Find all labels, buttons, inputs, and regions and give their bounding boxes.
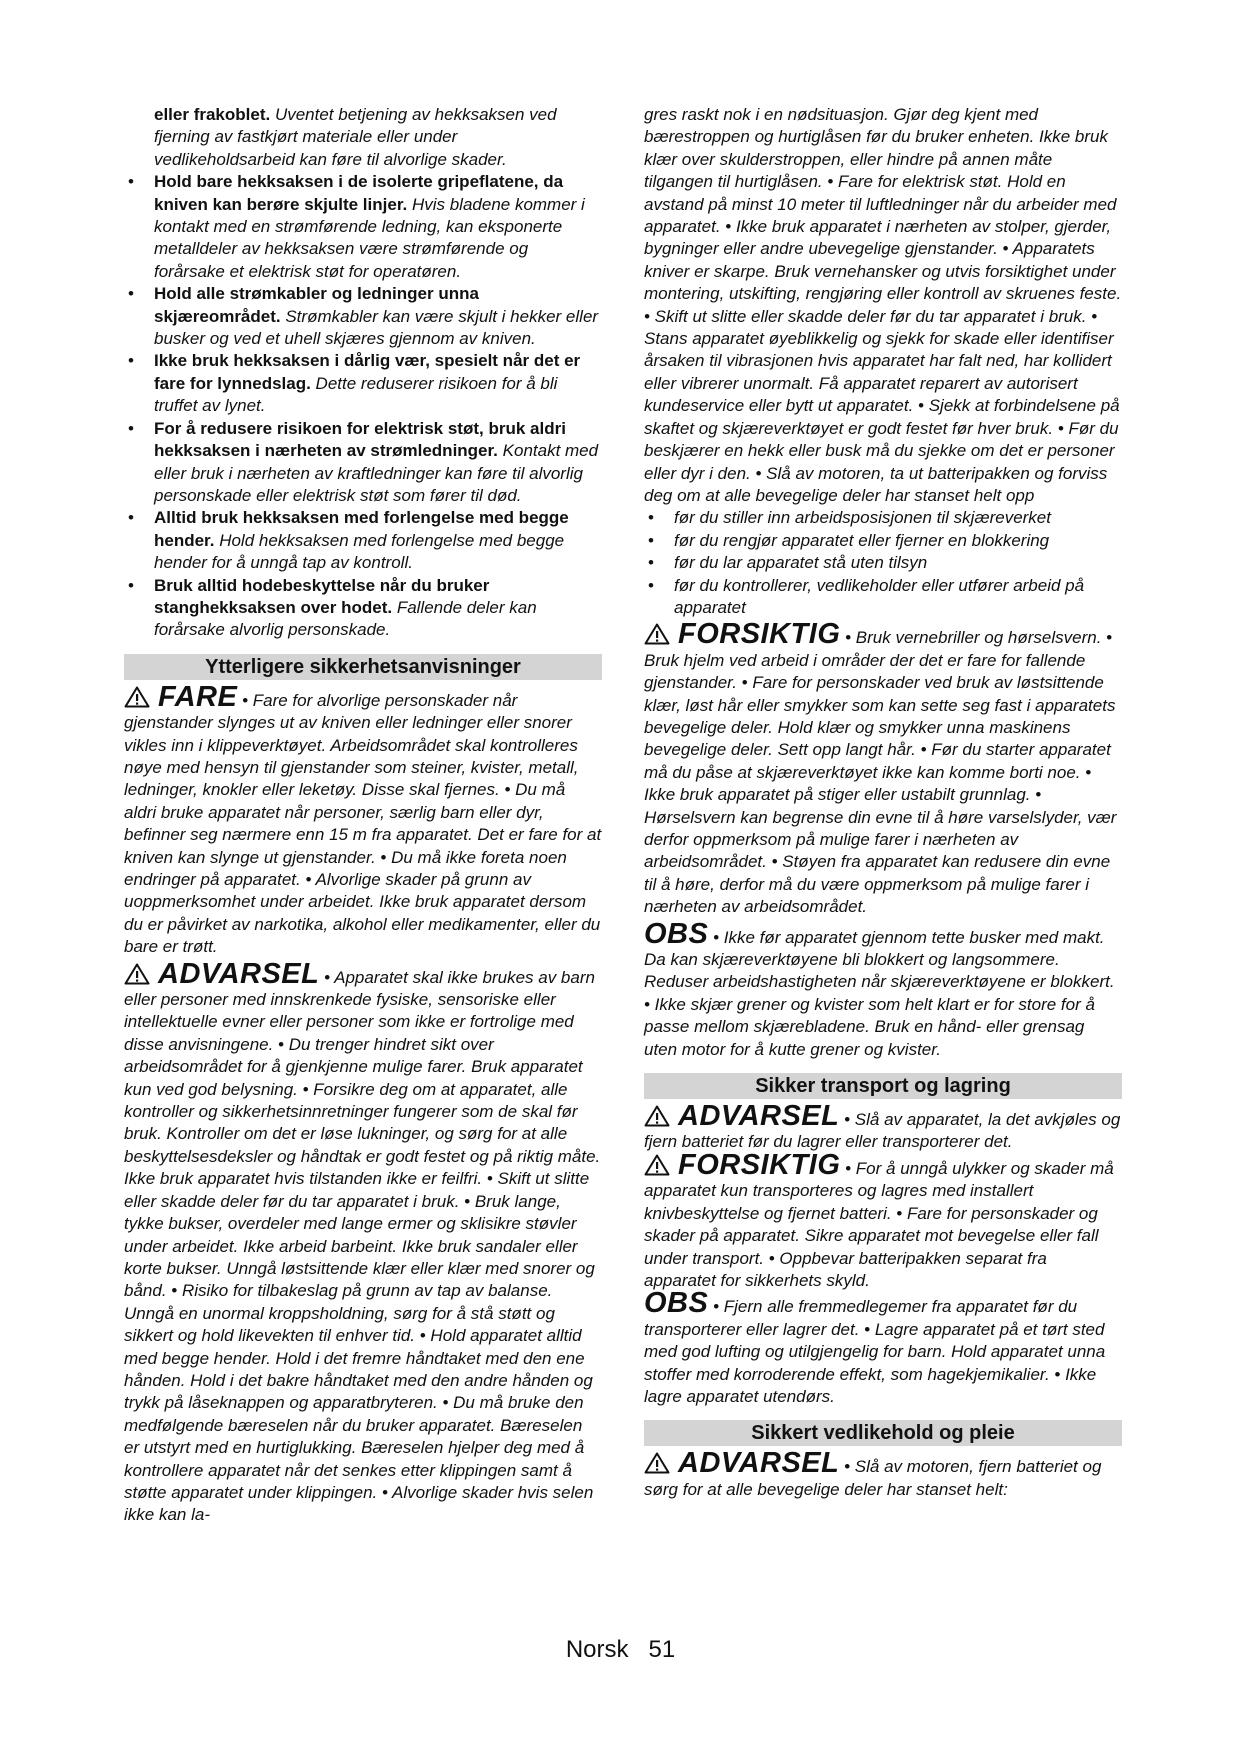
bullet-bold: Bruk alltid hodebeskyttelse når du bruker stanghekksaksen over hodet. xyxy=(154,575,490,617)
obs-text: • Ikke før apparatet gjennom tette busker med makt. Da kan skjæreverktøyene bli blokkert og langsommere. Reduser arbeidshastigheten når skjæreverktøyene er blokkert. • Ikke skjær grener og kvister som helt klart er for store for å passe mellom skjærebladene. Bruk en hånd- eller grensag uten motor for å kutte grener og kvister. xyxy=(644,927,1115,1059)
obs-paragraph xyxy=(644,917,1122,1061)
list-item: • før du stiller inn arbeidsposisjonen til skjæreverket xyxy=(644,507,1122,529)
bullet-bold: Ikke bruk hekksaksen i dårlig vær, spesielt når det er fare for lynnedslag. xyxy=(154,351,581,393)
list-item: • før du lar apparatet stå uten tilsyn xyxy=(644,552,1122,574)
intro-bold: eller frakoblet. xyxy=(154,105,271,124)
advarsel3-label: ADVARSEL xyxy=(678,1447,840,1480)
list-item: • før du rengjør apparatet eller fjerner en blokkering xyxy=(644,530,1122,552)
advarsel-paragraph xyxy=(124,957,602,1527)
obs2-label: OBS xyxy=(644,1287,709,1320)
advarsel-text: • Apparatet skal ikke brukes av barn eller personer med innskrenkede fysiske, sensoriske eller intellektuelle evner eller personer som ikke er fortrolige med disse anvisningene. • Du trenger hindret sikt over arbeidsområdet for å gjenkjenne mulige farer. Bruk apparatet kun ved god belysning. • Forsikre deg om at apparatet, alle kontroller og sikkerhetsinnretninger fungerer som de skal før bruk. Kontroller om det er løse lukninger, og sørg for at alle beskyttelsesdeksler og håndtak er godt festet og på riktig måte. Ikke bruk apparatet hvis tilstanden ikke er feilfri. • Skift ut slitte eller skadde deler før du tar apparatet i bruk. • Bruk lange, tykke bukser, overdeler med lange ermer og sklisikre støvler under arbeidet. Ikke arbeid barbeint. Ikke bruk sandaler eller korte bukser. Unngå løstsittende klær eller klær med snorer og bånd. • Risiko for tilbakeslag på grunn av tap av balanse. Unngå en unormal kroppsholdning, sørg for å stå støtt og sikkert og hold likevekten til enhver tid. • Hold apparatet alltid med begge hender. Hold i det fremre håndtaket med den ene hånden. Hold i det bakre håndtaket med den andre hånden og trykk på låseknappen og apparatbryteren. • Du må bruke den medfølgende bæreselen når du bruker apparatet. Bæreselen er utstyrt med en hurtiglukking. Bæreselen hjelper deg med å kontrollere apparatet når det senkes etter klippingen samt å støtte apparatet under klippingen. • Alvorlige skader hvis selen ikke kan la- xyxy=(124,967,601,1525)
page-footer xyxy=(0,1636,1241,1664)
continued-paragraph: gres raskt nok i en nødsituasjon. Gjør deg kjent med bærestroppen og hurtiglåsen før du bruker enheten. Ikke bruk klær over skulderstroppen, eller hindre på annen måte tilgangen til hurtiglåsen. • Fare for elektrisk støt. Hold en avstand på minst 10 meter til luftledninger når du arbeider med apparatet. • Ikke bruk apparatet i nærheten av stolper, gjerder, bygninger eller andre ubevegelige gjenstander. • Apparatets kniver er skarpe. Bruk vernehansker og utvis forsiktighet under montering, utskifting, rengjøring eller kontroll av skruenes feste. • Skift ut slitte eller skadde deler før du tar apparatet i bruk. • Stans apparatet øyeblikkelig og sjekk for skade eller identifiser årsaken til vibrasjonen hvis apparatet har falt ned, har kollidert eller vibrerer unormalt. Få apparatet reparert av autorisert kundeservice eller bytt ut apparatet. • Sjekk at forbindelsene på skaftet og skjæreverktøyet er godt festet før hver bruk. • Før du beskjærer en hekk eller busk må du sjekke om det er personer eller dyr i den. • Slå av motoren, ta ut batteripakken og forviss deg om at alle bevegelige deler har stanset helt opp xyxy=(644,105,1122,505)
section-heading-additional-safety: Ytterligere sikkerhetsanvisninger xyxy=(124,654,602,680)
list-item: • før du kontrollerer, vedlikeholder eller utfører arbeid på apparatet xyxy=(644,575,1122,620)
bullet-bold: Alltid bruk hekksaksen med forlengelse med begge hender. xyxy=(154,508,569,550)
bullet-text: Strømkabler kan være skjult i hekker eller busker og ved et uhell skjæres gjennom av kniven. xyxy=(154,306,599,349)
warning-triangle-icon xyxy=(644,1452,670,1474)
bullet-text: Hvis bladene kommer i kontakt med en strømførende ledning, kan eksponerte metalldeler av hekksaksen være strømførende og forårsake et elektrisk støt for operatøren. xyxy=(154,194,585,281)
advarsel2-text: • Slå av apparatet, la det avkjøles og fjern batteriet før du lagrer eller transporterer det. xyxy=(644,1110,1121,1152)
fare-paragraph xyxy=(124,680,602,959)
list-item xyxy=(124,507,602,574)
forsiktig2-paragraph xyxy=(644,1148,1122,1292)
fare-label: FARE xyxy=(158,680,238,713)
bullet-text: Dette reduserer risikoen for å bli truffet av lynet. xyxy=(154,373,558,416)
forsiktig2-text: • For å unngå ulykker og skader må apparatet kun transporteres og lagres med installert knivbeskyttelse og fjernet batteri. • Fare for personskader og skader på apparatet. Sikre apparatet mot bevegelse eller fall under transport. • Oppbevar batteripakken separat fra apparatet for sikkerhets skyld. xyxy=(644,1158,1114,1290)
section-heading-maintenance-care: Sikkert vedlikehold og pleie xyxy=(644,1420,1122,1446)
warning-triangle-icon xyxy=(644,1105,670,1127)
safety-bullet-list xyxy=(124,171,602,642)
forsiktig-text: • Bruk vernebriller og hørselsvern. • Bruk hjelm ved arbeid i områder der det er fare for fallende gjenstander. • Fare for personskader ved bruk av løstsittende klær, løst hår eller smykker som kan sette seg fast i apparatets bevegelige deler. Hold klær og smykker unna maskinens bevegelige deler. Sett opp langt hår. • Før du starter apparatet må du påse at skjæreverktøyet ikke kan komme borti noe. • Ikke bruk apparatet på stiger eller ustabilt grunnlag. • Hørselsvern kan begrense din evne til å høre varselslyder, vær derfor oppmerksom på mulige farer i nærheten av arbeidsområdet. • Støyen fra apparatet kan redusere din evne til å høre, derfor må du være oppmerksom på mulige farer i nærheten av arbeidsområdet. xyxy=(644,628,1117,917)
bullet-bold: Hold bare hekksaksen i de isolerte gripeflatene, da kniven kan berøre skjulte linjer. xyxy=(154,172,564,214)
bullet-bold: Hold alle strømkabler og ledninger unna skjæreområdet. xyxy=(154,284,479,326)
right-column xyxy=(644,104,1122,1501)
advarsel2-label: ADVARSEL xyxy=(678,1100,840,1133)
fare-text: • Fare for alvorlige personskader når gjenstander slynges ut av kniven eller ledninger eller snorer vikles inn i klippeverktøyet. Arbeidsområdet skal kontrolleres nøye med hensyn til gjenstander som steiner, kvister, metall, ledninger, knokler eller leketøy. Disse skal fjernes. • Du må aldri bruke apparatet når personer, særlig barn eller dyr, befinner seg nærmere enn 15 m fra apparatet. Det er fare for at kniven kan slynge ut gjenstander. • Du må ikke foreta noen endringer på apparatet. • Alvorlige skader på grunn av uoppmerksomhet under arbeidet. Ikke bruk apparatet dersom du er påvirket av narkotika, alkohol eller medikamenter, eller du bare er trøtt. xyxy=(124,690,602,957)
advarsel2-paragraph xyxy=(644,1100,1122,1154)
list-item xyxy=(124,575,602,642)
advarsel3-text: • Slå av motoren, fjern batteriet og sørg for at alle bevegelige deler har stanset helt: xyxy=(644,1457,1102,1499)
list-item xyxy=(124,418,602,508)
bullet-bold: For å redusere risikoen for elektrisk støt, bruk aldri hekksaksen i nærheten av strømledninger. xyxy=(154,418,566,461)
list-item xyxy=(124,283,602,350)
obs2-paragraph xyxy=(644,1287,1122,1408)
footer-language: Norsk xyxy=(565,1636,629,1663)
page-number: 51 xyxy=(648,1636,676,1663)
advarsel-label: ADVARSEL xyxy=(158,957,320,990)
bullet-text: Kontakt med eller bruk i nærheten av kraftledninger kan føre til alvorlig personskade eller elektrisk støt som fører til død. xyxy=(154,441,599,505)
warning-triangle-icon xyxy=(644,1154,670,1176)
intro-text: Uventet betjening av hekksaksen ved fjerning av fastkjørt materiale eller under vedlikeholdsarbeid kan føre til alvorlige skader. xyxy=(154,105,557,169)
obs-label: OBS xyxy=(644,917,709,950)
list-item xyxy=(124,350,602,417)
warning-triangle-icon xyxy=(124,686,150,708)
bullet-text: Hold hekksaksen med forlengelse med begge hender for å unngå tap av kontroll. xyxy=(154,530,565,573)
obs2-text: • Fjern alle fremmedlegemer fra apparatet før du transporterer eller lagrer det. • Lagre apparatet på et tørt sted med god lufting og utilgjengelig for barn. Hold apparatet unna stoffer med korroderende effekt, som hagekjemikalier. • Ikke lagre apparatet utendørs. xyxy=(644,1297,1106,1406)
list-item xyxy=(124,171,602,283)
bullet-text: Fallende deler kan forårsake alvorlig personskade. xyxy=(154,597,537,640)
section-heading-transport-storage: Sikker transport og lagring xyxy=(644,1073,1122,1099)
intro-paragraph xyxy=(124,104,602,171)
warning-triangle-icon xyxy=(124,963,150,985)
advarsel3-paragraph xyxy=(644,1447,1122,1501)
forsiktig-paragraph xyxy=(644,618,1122,918)
forsiktig2-label: FORSIKTIG xyxy=(678,1148,841,1181)
left-column xyxy=(124,104,602,1527)
switch-off-conditions-list xyxy=(644,507,1122,619)
warning-triangle-icon xyxy=(644,623,670,645)
forsiktig-label: FORSIKTIG xyxy=(678,618,841,651)
